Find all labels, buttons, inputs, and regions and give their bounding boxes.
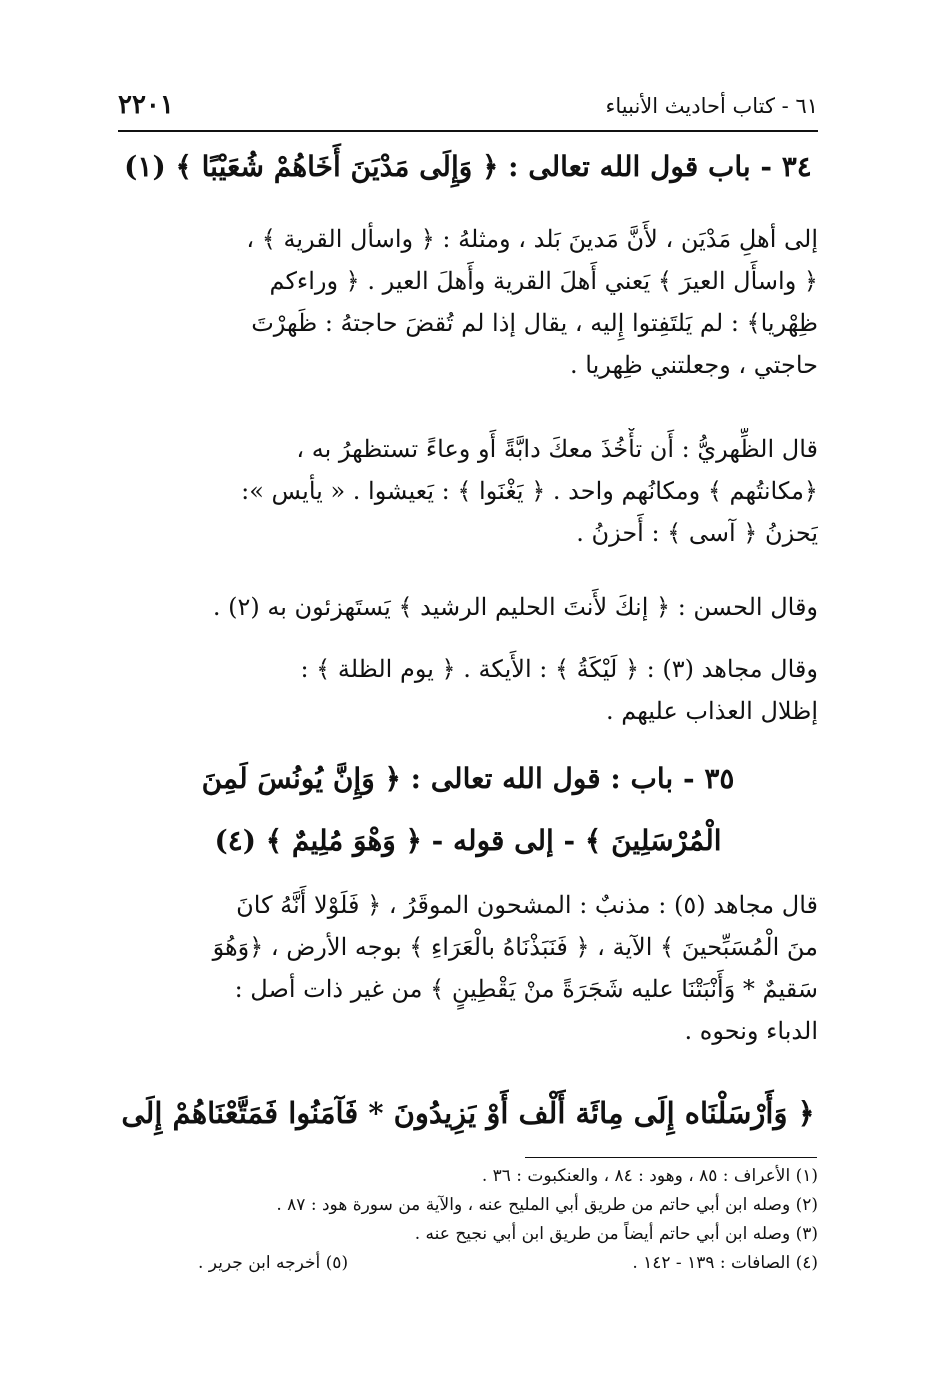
section-34-heading: ٣٤ - باب قول الله تعالى : ﴿ وَإِلَى مَدْيَنَ أَخَاهُمْ شُعَيْبًا ﴾ (١): [124, 150, 812, 183]
footnote-3: (٣) وصله ابن أبي حاتم أيضاً من طريق ابن أبي نجيح عنه .: [414, 1224, 818, 1244]
section-35-paragraph-1: [128, 884, 818, 1052]
quran-verse: ﴿ وَأَرْسَلْنَاه إِلَى مِائَة أَلْف أَوْ يَزِيدُونَ * فَآمَنُوا فَمَتَّعْنَاهُمْ إِلَى: [121, 1096, 815, 1130]
footnote-row: [128, 1249, 818, 1278]
text-line: إظلال العذاب عليهم .: [605, 697, 818, 725]
text-line: قال الظِّهريُّ : أَن تأْخُذَ معكَ دابَّةً أَو وعاءً تستظهرُ به ،: [296, 435, 818, 463]
page-number: ٢٢٠١: [118, 90, 174, 120]
text-line: وقال مجاهد (٣) : ﴿ لَيْكَةُ ﴾ : الأَيكة . ﴿ يوم الظلة ﴾ :: [300, 655, 818, 683]
section-35-heading-line-1: ٣٥ - باب : قول الله تعالى : ﴿ وَإِنَّ يُونُسَ لَمِنَ: [201, 762, 735, 795]
footnote-1: (١) الأعراف : ٨٥ ، وهود : ٨٤ ، والعنكبوت : ٣٦ .: [481, 1166, 818, 1186]
text-line: يَحزنُ ﴿ آسى ﴾ : أَحزنُ .: [576, 519, 818, 547]
section-35-heading-line-2: الْمُرْسَلِينَ ﴾ - إلى قوله - ﴿ وَهْوَ مُلِيمٌ ﴾ (٤): [214, 824, 722, 857]
text-line: سَقيمٌ * وَأَنْبَتْنَا عليه شَجَرَةً منْ يَقْطِينٍ ﴾ من غير ذات أصل :: [234, 975, 818, 1003]
text-line: قال مجاهد (٥) : مذنبٌ : المشحون الموقَرُ ، ﴿ فَلَوْلا أَنَّهُ كانَ: [236, 891, 818, 919]
text-line: ظِهْريا﴾ : لم يَلتَفِتوا إِليه ، يقال إذا لم تُقضَ حاجتهُ : ظَهرْتَ: [251, 309, 818, 337]
page-header: [118, 88, 818, 128]
text-line: إلى أهلِ مَدْيَن ، لأَنَّ مَدينَ بَلد ، ومثلهُ : ﴿ واسأل القرية ﴾ ،: [246, 225, 818, 253]
footnote-5: (٥) أخرجه ابن جرير .: [198, 1253, 349, 1273]
text-line: ﴿ واسأَل العيرَ ﴾ يَعني أَهلَ القرية وأَهلَ العير . ﴿ وراءكم: [269, 267, 818, 295]
footnote-4: (٤) الصافات : ١٣٩ - ١٤٢ .: [632, 1253, 818, 1273]
footnotes: [128, 1162, 818, 1278]
section-34-paragraph-3: [128, 586, 818, 628]
text-line: ﴿مكانتُهم ﴾ ومكانُهم واحد . ﴿ يَغْنَوا ﴾ : يَعيشوا . « يأيس »:: [241, 477, 818, 505]
footnote-2: (٢) وصله ابن أبي حاتم من طريق أبي المليح عنه ، والآية من سورة هود : ٨٧ .: [276, 1195, 818, 1215]
section-34-paragraph-1: [128, 218, 818, 386]
footnote-rule: [525, 1157, 817, 1158]
section-34-paragraph-2: [128, 428, 818, 554]
text-line: حاجتي ، وجعلتني ظِهريا .: [570, 351, 818, 379]
text-line: منَ الْمُسَبِّحينَ ﴾ الآية ، ﴿ فَنَبَذْنَاهُ بالْعَرَاءِ ﴾ بوجه الأرض ، ﴿وَهُوَ: [212, 933, 818, 961]
chapter-title: ٦١ - كتاب أحاديث الأنبياء: [605, 94, 818, 118]
text-line: الدباء ونحوه .: [684, 1017, 818, 1045]
section-34-paragraph-4: [128, 648, 818, 732]
header-rule: [118, 130, 818, 132]
text-line: وقال الحسن : ﴿ إنكَ لأَنتَ الحليم الرشيد ﴾ يَستَهزئون به (٢) .: [212, 593, 818, 621]
